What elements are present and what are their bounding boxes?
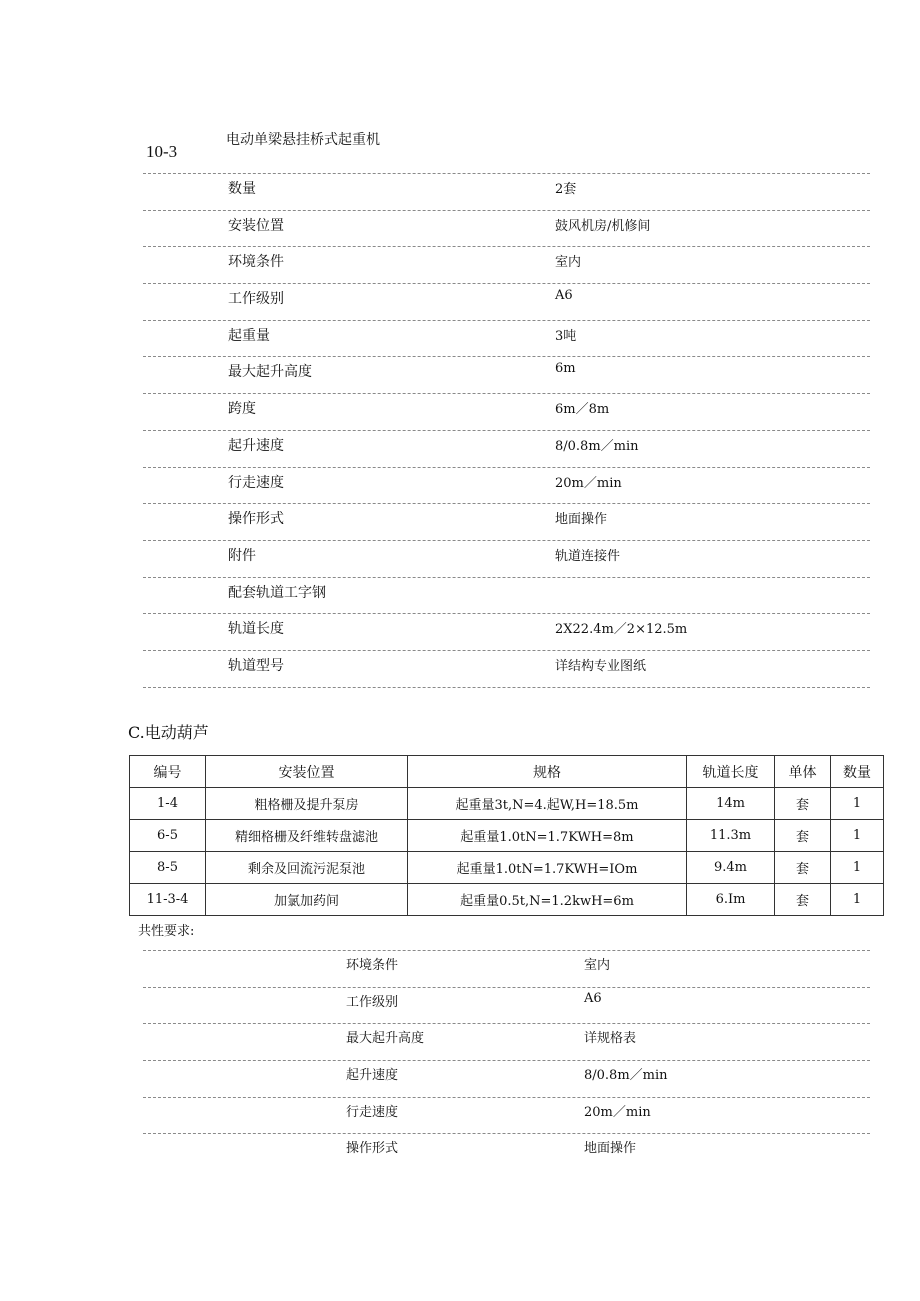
spec-row — [143, 1024, 870, 1061]
spec-row — [143, 174, 870, 211]
spec-value: 6m／8m — [555, 402, 610, 418]
cell-quantity: 1 — [831, 884, 884, 916]
spec-label: 操作形式 — [346, 1141, 399, 1157]
cell-spec: 起重量1.0tN=1.7KWH=IOm — [408, 852, 687, 884]
spec-value: 地面操作 — [584, 1141, 637, 1157]
spec-row — [143, 1061, 870, 1098]
spec-row — [143, 1134, 870, 1171]
spec-value: 20m／min — [555, 475, 622, 491]
col-header-location: 安装位置 — [206, 756, 408, 788]
spec-label: 行走速度 — [346, 1104, 399, 1120]
spec-label: 安装位置 — [228, 217, 284, 234]
spec-row — [143, 988, 870, 1025]
spec-row — [143, 951, 870, 988]
cell-location: 剩余及回流污泥泵池 — [206, 852, 408, 884]
spec-row — [143, 504, 870, 541]
cell-number: 1-4 — [130, 788, 206, 820]
spec-row — [143, 541, 870, 578]
col-header-spec: 规格 — [408, 756, 687, 788]
spec-label: 最大起升高度 — [228, 364, 312, 381]
spec-row — [143, 431, 870, 468]
spec-value: 8/0.8m／min — [555, 438, 639, 454]
col-header-number: 编号 — [130, 756, 206, 788]
spec-label: 最大起升高度 — [346, 1031, 425, 1047]
col-header-quantity: 数量 — [831, 756, 884, 788]
cell-quantity: 1 — [831, 852, 884, 884]
spec-value: 地面操作 — [555, 512, 608, 528]
crane-spec-list — [143, 173, 870, 688]
spec-label: 环境条件 — [346, 958, 399, 973]
spec-row — [143, 284, 870, 321]
section-title: 电动单梁悬挂桥式起重机 — [226, 132, 380, 148]
spec-value: 3吨 — [555, 328, 577, 344]
spec-row — [143, 357, 870, 394]
spec-value: 20m／min — [584, 1104, 651, 1120]
spec-row — [143, 394, 870, 431]
cell-quantity: 1 — [831, 820, 884, 852]
hoist-table — [129, 755, 884, 916]
spec-label: 工作级别 — [346, 994, 399, 1010]
cell-location: 精细格栅及纤维转盘滤池 — [206, 820, 408, 852]
spec-value: 鼓风机房/机修间 — [555, 218, 651, 234]
spec-label: 工作级别 — [228, 291, 284, 308]
spec-value: 2套 — [555, 182, 577, 197]
cell-number: 6-5 — [130, 820, 206, 852]
cell-unit: 套 — [775, 884, 831, 916]
table-header-row — [130, 756, 884, 788]
cell-quantity: 1 — [831, 788, 884, 820]
spec-label: 起升速度 — [228, 437, 284, 454]
cell-spec: 起重量1.0tN=1.7KWH=8m — [408, 820, 687, 852]
table-row — [130, 788, 884, 820]
table-row — [130, 852, 884, 884]
spec-row — [143, 468, 870, 505]
cell-location: 粗格栅及提升泵房 — [206, 788, 408, 820]
cell-unit: 套 — [775, 820, 831, 852]
spec-value: 室内 — [584, 958, 611, 973]
spec-label: 配套轨道工字钢 — [228, 584, 326, 601]
spec-label: 附件 — [228, 547, 256, 564]
col-header-track-length: 轨道长度 — [687, 756, 775, 788]
spec-value: A6 — [555, 288, 573, 304]
spec-label: 轨道型号 — [228, 657, 284, 674]
common-spec-list — [143, 950, 870, 1171]
table-row — [130, 820, 884, 852]
cell-spec: 起重量3t,N=4.起W,H=18.5m — [408, 788, 687, 820]
spec-value: 详结构专业图纸 — [555, 658, 647, 674]
spec-value: 2X22.4m／2×12.5m — [555, 622, 688, 638]
cell-number: 8-5 — [130, 852, 206, 884]
col-header-unit: 单体 — [775, 756, 831, 788]
cell-track-length: 14m — [687, 788, 775, 820]
spec-label: 操作形式 — [228, 511, 284, 528]
table-row — [130, 884, 884, 916]
spec-row — [143, 1098, 870, 1135]
spec-label: 跨度 — [228, 401, 256, 418]
spec-label: 轨道长度 — [228, 621, 284, 638]
spec-row — [143, 614, 870, 651]
cell-track-length: 6.Im — [687, 884, 775, 916]
spec-value: A6 — [584, 990, 602, 1006]
spec-value: 轨道连接件 — [555, 548, 621, 564]
cell-track-length: 11.3m — [687, 820, 775, 852]
section-number: 10-3 — [146, 142, 178, 161]
cell-unit: 套 — [775, 788, 831, 820]
cell-spec: 起重量0.5t,N=1.2kwH=6m — [408, 884, 687, 916]
spec-row — [143, 651, 870, 688]
hoist-section-title: C.电动葫芦 — [128, 723, 209, 742]
spec-value: 8/0.8m／min — [584, 1068, 668, 1084]
spec-row — [143, 321, 870, 358]
spec-row — [143, 247, 870, 284]
cell-number: 11-3-4 — [130, 884, 206, 916]
cell-track-length: 9.4m — [687, 852, 775, 884]
spec-row — [143, 578, 870, 615]
cell-location: 加氯加药间 — [206, 884, 408, 916]
spec-value: 详规格表 — [584, 1031, 637, 1047]
spec-label: 数量 — [228, 181, 256, 197]
spec-row — [143, 211, 870, 248]
spec-label: 起重量 — [228, 327, 270, 344]
spec-label: 起升速度 — [346, 1068, 399, 1084]
spec-value: 室内 — [555, 255, 582, 271]
spec-value: 6m — [555, 361, 576, 377]
common-requirements-label: 共性要求: — [138, 924, 195, 939]
spec-label: 行走速度 — [228, 474, 284, 491]
spec-label: 环境条件 — [228, 254, 284, 271]
cell-unit: 套 — [775, 852, 831, 884]
